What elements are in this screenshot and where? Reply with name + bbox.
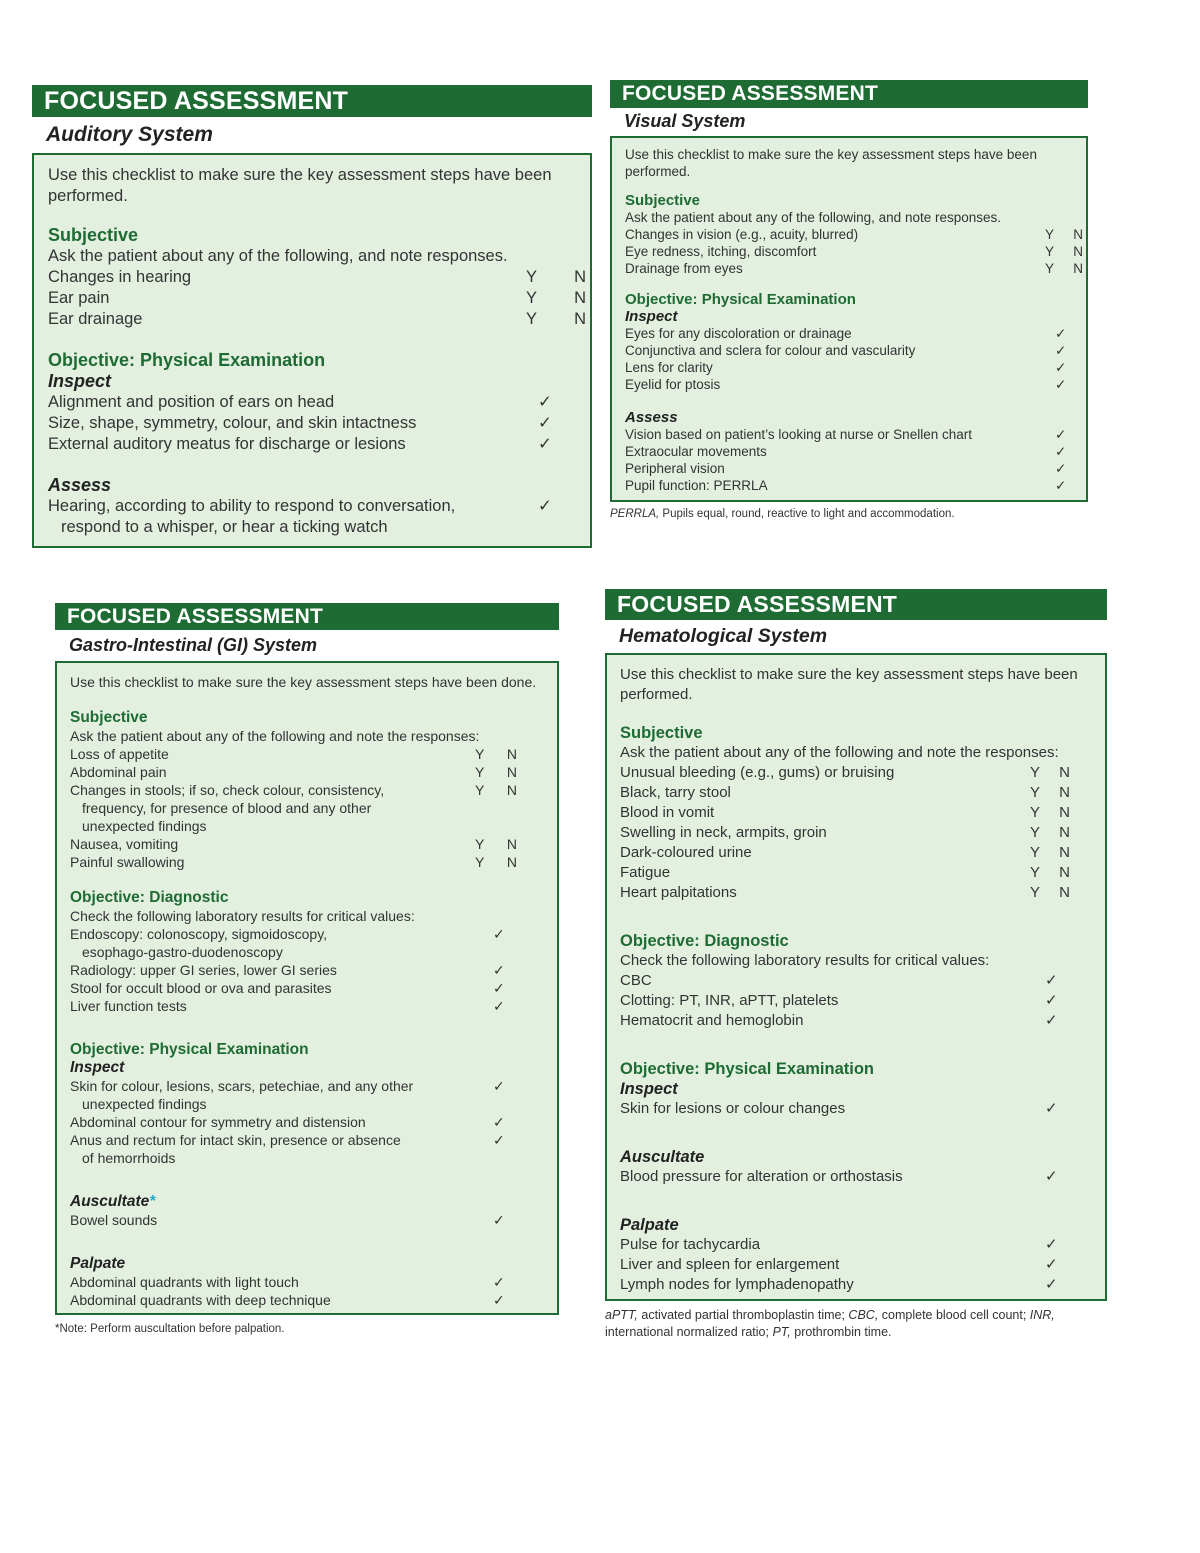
footnote: [605, 1307, 1107, 1341]
subjective-item: [625, 260, 1083, 277]
inspect-item: [70, 1131, 545, 1149]
item-label: Black, tarry stool: [620, 784, 731, 801]
item-label: Stool for occult blood or ova and parasites: [70, 980, 332, 996]
no-option: N: [506, 854, 517, 870]
no-option: N: [1059, 784, 1070, 801]
yes-option: Y: [1030, 784, 1041, 801]
yes-option: Y: [526, 289, 538, 307]
item-continuation: esophago-gastro-duodenoscopy: [82, 944, 283, 960]
inspect-item: [625, 342, 1074, 359]
item-label: Bowel sounds: [70, 1212, 158, 1228]
item-label: Ear pain: [48, 289, 110, 307]
inspect-item: [70, 1077, 545, 1095]
palpate-heading: Palpate: [620, 1216, 679, 1234]
diagnostic-heading: Objective: Diagnostic: [620, 932, 789, 950]
yes-option: Y: [475, 746, 485, 762]
subjective-item: [70, 763, 545, 781]
palpate-item: [620, 1235, 1093, 1255]
assess-item: [625, 460, 1074, 477]
subjective-prompt: Ask the patient about any of the following, and note responses.: [625, 210, 1002, 225]
yes-no-options: [1030, 823, 1070, 843]
yes-option: Y: [1030, 804, 1041, 821]
item-label: Swelling in neck, armpits, groin: [620, 824, 827, 841]
check-icon: ✓: [1045, 992, 1058, 1009]
no-option: N: [1073, 227, 1083, 242]
subjective-item: [620, 863, 1093, 883]
footnote-abbreviation: PT,: [772, 1325, 791, 1339]
footnote-abbreviation: INR,: [1029, 1308, 1055, 1322]
item-label: Ear drainage: [48, 310, 143, 328]
palpate-item: [70, 1291, 545, 1309]
item-label: Peripheral vision: [625, 461, 725, 476]
checklist-box: [605, 653, 1107, 1301]
check-icon: ✓: [1055, 360, 1067, 375]
subjective-item: [48, 288, 586, 309]
subjective-item: [620, 783, 1093, 803]
check-icon: ✓: [1055, 343, 1067, 358]
yes-no-options: [475, 781, 517, 799]
item-label: Pulse for tachycardia: [620, 1236, 761, 1253]
subjective-item: [70, 745, 545, 763]
intro-text: Use this checklist to make sure the key assessment steps have been performed.: [625, 147, 1037, 179]
item-label: CBC: [620, 972, 652, 989]
subjective-item: [48, 267, 586, 288]
diagnostic-item: [70, 961, 545, 979]
yes-option: Y: [1045, 227, 1055, 242]
inspect-item: [625, 359, 1074, 376]
inspect-item: [48, 434, 576, 455]
check-icon: ✓: [1045, 1256, 1058, 1273]
check-icon: ✓: [1055, 461, 1067, 476]
check-icon: ✓: [1055, 478, 1067, 493]
yes-option: Y: [1030, 764, 1041, 781]
check-icon: ✓: [1055, 326, 1067, 341]
yes-option: Y: [475, 836, 485, 852]
item-label: Eyelid for ptosis: [625, 377, 721, 392]
check-icon: ✓: [1045, 1012, 1058, 1029]
assess-item: [625, 426, 1074, 443]
subjective-heading: Subjective: [625, 192, 701, 209]
item-label: Eyes for any discoloration or drainage: [625, 326, 852, 341]
item-label: Fatigue: [620, 864, 671, 881]
check-icon: ✓: [493, 998, 505, 1014]
item-label: External auditory meatus for discharge or lesions: [48, 435, 406, 453]
yes-no-options: [475, 853, 517, 871]
no-option: N: [506, 764, 517, 780]
no-option: N: [1059, 884, 1070, 901]
yes-no-options: [1030, 863, 1070, 883]
palpate-heading: Palpate: [70, 1255, 126, 1272]
no-option: N: [1059, 864, 1070, 881]
no-option: N: [1073, 261, 1083, 276]
subjective-item: [620, 883, 1093, 903]
objective-heading: Objective: Physical Examination: [625, 291, 856, 308]
item-label: Endoscopy: colonoscopy, sigmoidoscopy,: [70, 926, 328, 942]
item-label: Skin for colour, lesions, scars, petechiae, and any other: [70, 1078, 414, 1094]
footnote-text: international normalized ratio;: [605, 1325, 773, 1339]
auscultate-label: Auscultate: [70, 1193, 150, 1210]
assess-item: [48, 496, 576, 517]
item-label: Lymph nodes for lymphadenopathy: [620, 1276, 854, 1293]
item-label: Eye redness, itching, discomfort: [625, 244, 817, 259]
check-icon: ✓: [493, 1292, 505, 1308]
no-option: N: [506, 836, 517, 852]
item-label: Conjunctiva and sclera for colour and vascularity: [625, 343, 916, 358]
inspect-heading: Inspect: [48, 371, 112, 391]
inspect-item: [625, 376, 1074, 393]
subjective-item: [70, 781, 545, 799]
check-icon: ✓: [538, 435, 552, 453]
footnote-asterisk: *: [149, 1193, 156, 1210]
item-label: Changes in vision (e.g., acuity, blurred): [625, 227, 859, 242]
subjective-item: [620, 843, 1093, 863]
yes-no-options: [1030, 763, 1070, 783]
subjective-item: [625, 226, 1083, 243]
inspect-item: [70, 1113, 545, 1131]
item-label: Unusual bleeding (e.g., gums) or bruising: [620, 764, 895, 781]
panel-banner: FOCUSED ASSESSMENT: [32, 85, 592, 117]
yes-no-options: [526, 309, 586, 330]
yes-no-options: [526, 288, 586, 309]
diagnostic-item: [620, 1011, 1093, 1031]
yes-option: Y: [475, 764, 485, 780]
assess-item-continued: respond to a whisper, or hear a ticking watch: [61, 518, 388, 536]
check-icon: ✓: [493, 1274, 505, 1290]
inspect-heading: Inspect: [70, 1059, 125, 1076]
yes-no-options: [1030, 843, 1070, 863]
hematological-assessment-panel: [605, 589, 1107, 1341]
check-icon: ✓: [493, 1078, 505, 1094]
item-label: Size, shape, symmetry, colour, and skin intactness: [48, 414, 417, 432]
intro-text: Use this checklist to make sure the key assessment steps have been done.: [70, 674, 537, 690]
intro-text: Use this checklist to make sure the key assessment steps have been performed.: [48, 166, 552, 205]
checklist-box: [610, 136, 1088, 502]
yes-no-options: [1030, 803, 1070, 823]
no-option: N: [1059, 824, 1070, 841]
panel-banner: FOCUSED ASSESSMENT: [610, 80, 1088, 108]
check-icon: ✓: [1055, 377, 1067, 392]
assess-heading: Assess: [625, 409, 678, 426]
item-label: Clotting: PT, INR, aPTT, platelets: [620, 992, 839, 1009]
inspect-item: [48, 392, 576, 413]
check-icon: ✓: [493, 1212, 505, 1228]
footnote-text: activated partial thromboplastin time;: [637, 1308, 849, 1322]
auditory-assessment-panel: [32, 85, 592, 548]
check-icon: ✓: [538, 497, 552, 515]
item-label: Blood pressure for alteration or orthostasis: [620, 1168, 903, 1185]
check-icon: ✓: [493, 980, 505, 996]
inspect-item: [48, 413, 576, 434]
inspect-heading: Inspect: [625, 308, 678, 325]
item-label: Hematocrit and hemoglobin: [620, 1012, 804, 1029]
check-icon: ✓: [1045, 1276, 1058, 1293]
yes-no-options: [475, 763, 517, 781]
yes-option: Y: [1030, 824, 1041, 841]
yes-no-options: [1045, 260, 1083, 277]
assess-item: [625, 477, 1074, 494]
visual-assessment-panel: [610, 80, 1088, 520]
subjective-item: [620, 803, 1093, 823]
check-icon: ✓: [1045, 1236, 1058, 1253]
item-label: Anus and rectum for intact skin, presence or absence: [70, 1132, 401, 1148]
item-label: Hearing, according to ability to respond to conversation,: [48, 497, 456, 515]
yes-option: Y: [475, 854, 485, 870]
footnote-text: Pupils equal, round, reactive to light and accommodation.: [659, 508, 955, 520]
footnote-abbreviation: PERRLA,: [610, 508, 660, 520]
no-option: N: [506, 746, 517, 762]
item-label: Vision based on patient’s looking at nurse or Snellen chart: [625, 427, 972, 442]
item-label: Liver function tests: [70, 998, 187, 1014]
item-label: Radiology: upper GI series, lower GI series: [70, 962, 337, 978]
check-icon: ✓: [1055, 427, 1067, 442]
yes-option: Y: [1045, 261, 1055, 276]
yes-no-options: [1045, 243, 1083, 260]
auscultate-heading: [70, 1193, 545, 1211]
yes-no-options: [1045, 226, 1083, 243]
no-option: N: [574, 289, 586, 307]
check-icon: ✓: [1045, 972, 1058, 989]
check-icon: ✓: [493, 1114, 505, 1130]
item-label: Pupil function: PERRLA: [625, 478, 768, 493]
check-icon: ✓: [493, 1132, 505, 1148]
assess-heading: Assess: [48, 475, 112, 495]
palpate-item: [70, 1273, 545, 1291]
panel-subtitle: Gastro-Intestinal (GI) System: [69, 635, 318, 655]
no-option: N: [506, 782, 517, 798]
footnote: [610, 508, 1088, 520]
yes-option: Y: [526, 310, 538, 328]
assess-item: [625, 443, 1074, 460]
item-label: Abdominal quadrants with deep technique: [70, 1292, 331, 1308]
check-icon: ✓: [538, 393, 552, 411]
yes-no-options: [1030, 783, 1070, 803]
item-continuation: unexpected findings: [82, 1096, 207, 1112]
auscultate-heading: Auscultate: [620, 1148, 705, 1166]
inspect-item: [620, 1099, 1093, 1119]
footnote: *Note: Perform auscultation before palpation.: [55, 1323, 285, 1335]
panel-subtitle: Visual System: [624, 111, 746, 131]
item-continuation: unexpected findings: [82, 818, 207, 834]
subjective-heading: Subjective: [620, 724, 703, 742]
footnote-text: complete blood cell count;: [878, 1308, 1030, 1322]
palpate-item: [620, 1275, 1093, 1295]
yes-option: Y: [1045, 244, 1055, 259]
check-icon: ✓: [493, 926, 505, 942]
check-icon: ✓: [1045, 1100, 1058, 1117]
item-label: Alignment and position of ears on head: [48, 393, 335, 411]
diagnostic-item: [70, 979, 545, 997]
item-label: Skin for lesions or colour changes: [620, 1100, 846, 1117]
exam-heading: Objective: Physical Examination: [70, 1041, 309, 1058]
diagnostic-item: [620, 971, 1093, 991]
no-option: N: [1059, 804, 1070, 821]
yes-option: Y: [1030, 884, 1041, 901]
subjective-item: [48, 309, 586, 330]
subjective-heading: Subjective: [70, 709, 148, 726]
yes-no-options: [475, 835, 517, 853]
subjective-item: [620, 763, 1093, 783]
intro-text: Use this checklist to make sure the key assessment steps have been performed.: [620, 666, 1078, 703]
diagnostic-prompt: Check the following laboratory results for critical values:: [70, 908, 415, 924]
item-label: Loss of appetite: [70, 746, 169, 762]
yes-no-options: [526, 267, 586, 288]
subjective-prompt: Ask the patient about any of the following, and note responses.: [48, 247, 508, 265]
footnote-abbreviation: CBC,: [848, 1308, 879, 1322]
check-icon: ✓: [493, 962, 505, 978]
item-label: Blood in vomit: [620, 804, 715, 821]
checklist-box: [32, 153, 592, 548]
item-label: Abdominal pain: [70, 764, 167, 780]
panel-banner: FOCUSED ASSESSMENT: [605, 589, 1107, 620]
item-label: Heart palpitations: [620, 884, 737, 901]
subjective-item: [70, 835, 545, 853]
yes-option: Y: [1030, 844, 1041, 861]
check-icon: ✓: [1045, 1168, 1058, 1185]
diagnostic-item: [620, 991, 1093, 1011]
subjective-item: [625, 243, 1083, 260]
subjective-item: [70, 853, 545, 871]
no-option: N: [1073, 244, 1083, 259]
auscultate-item: [620, 1167, 1093, 1187]
yes-option: Y: [526, 268, 538, 286]
item-label: Nausea, vomiting: [70, 836, 179, 852]
gi-assessment-panel: [55, 603, 559, 1335]
item-continuation: of hemorrhoids: [82, 1150, 176, 1166]
diagnostic-prompt: Check the following laboratory results for critical values:: [620, 952, 990, 969]
exam-heading: Objective: Physical Examination: [620, 1060, 875, 1078]
no-option: N: [1059, 764, 1070, 781]
item-label: Liver and spleen for enlargement: [620, 1256, 840, 1273]
palpate-item: [620, 1255, 1093, 1275]
item-continuation: frequency, for presence of blood and any other: [82, 800, 372, 816]
check-icon: ✓: [538, 414, 552, 432]
yes-no-options: [1030, 883, 1070, 903]
yes-option: Y: [475, 782, 485, 798]
objective-heading: Objective: Physical Examination: [48, 350, 326, 370]
no-option: N: [574, 310, 586, 328]
footnote-text: prothrombin time.: [790, 1325, 892, 1339]
subjective-item: [620, 823, 1093, 843]
no-option: N: [1059, 844, 1070, 861]
diagnostic-heading: Objective: Diagnostic: [70, 889, 229, 906]
subjective-prompt: Ask the patient about any of the following and note the responses:: [620, 744, 1059, 761]
yes-no-options: [475, 745, 517, 763]
item-label: Abdominal contour for symmetry and distension: [70, 1114, 366, 1130]
check-icon: ✓: [1055, 444, 1067, 459]
diagnostic-item: [70, 997, 545, 1015]
item-label: Drainage from eyes: [625, 261, 743, 276]
item-label: Dark-coloured urine: [620, 844, 752, 861]
no-option: N: [574, 268, 586, 286]
item-label: Lens for clarity: [625, 360, 713, 375]
checklist-box: [55, 661, 559, 1315]
item-label: Extraocular movements: [625, 444, 767, 459]
inspect-heading: Inspect: [620, 1080, 678, 1098]
auscultate-item: [70, 1211, 545, 1229]
footnote-abbreviation: aPTT,: [605, 1308, 638, 1322]
item-label: Painful swallowing: [70, 854, 185, 870]
panel-banner: FOCUSED ASSESSMENT: [55, 603, 559, 630]
subjective-heading: Subjective: [48, 225, 139, 245]
item-label: Changes in stools; if so, check colour, consistency,: [70, 782, 385, 798]
panel-subtitle: Auditory System: [46, 123, 213, 146]
inspect-item: [625, 325, 1074, 342]
subjective-prompt: Ask the patient about any of the following and note the responses:: [70, 728, 480, 744]
yes-option: Y: [1030, 864, 1041, 881]
diagnostic-item: [70, 925, 545, 943]
panel-subtitle: Hematological System: [619, 625, 828, 647]
item-label: Abdominal quadrants with light touch: [70, 1274, 299, 1290]
item-label: Changes in hearing: [48, 268, 192, 286]
